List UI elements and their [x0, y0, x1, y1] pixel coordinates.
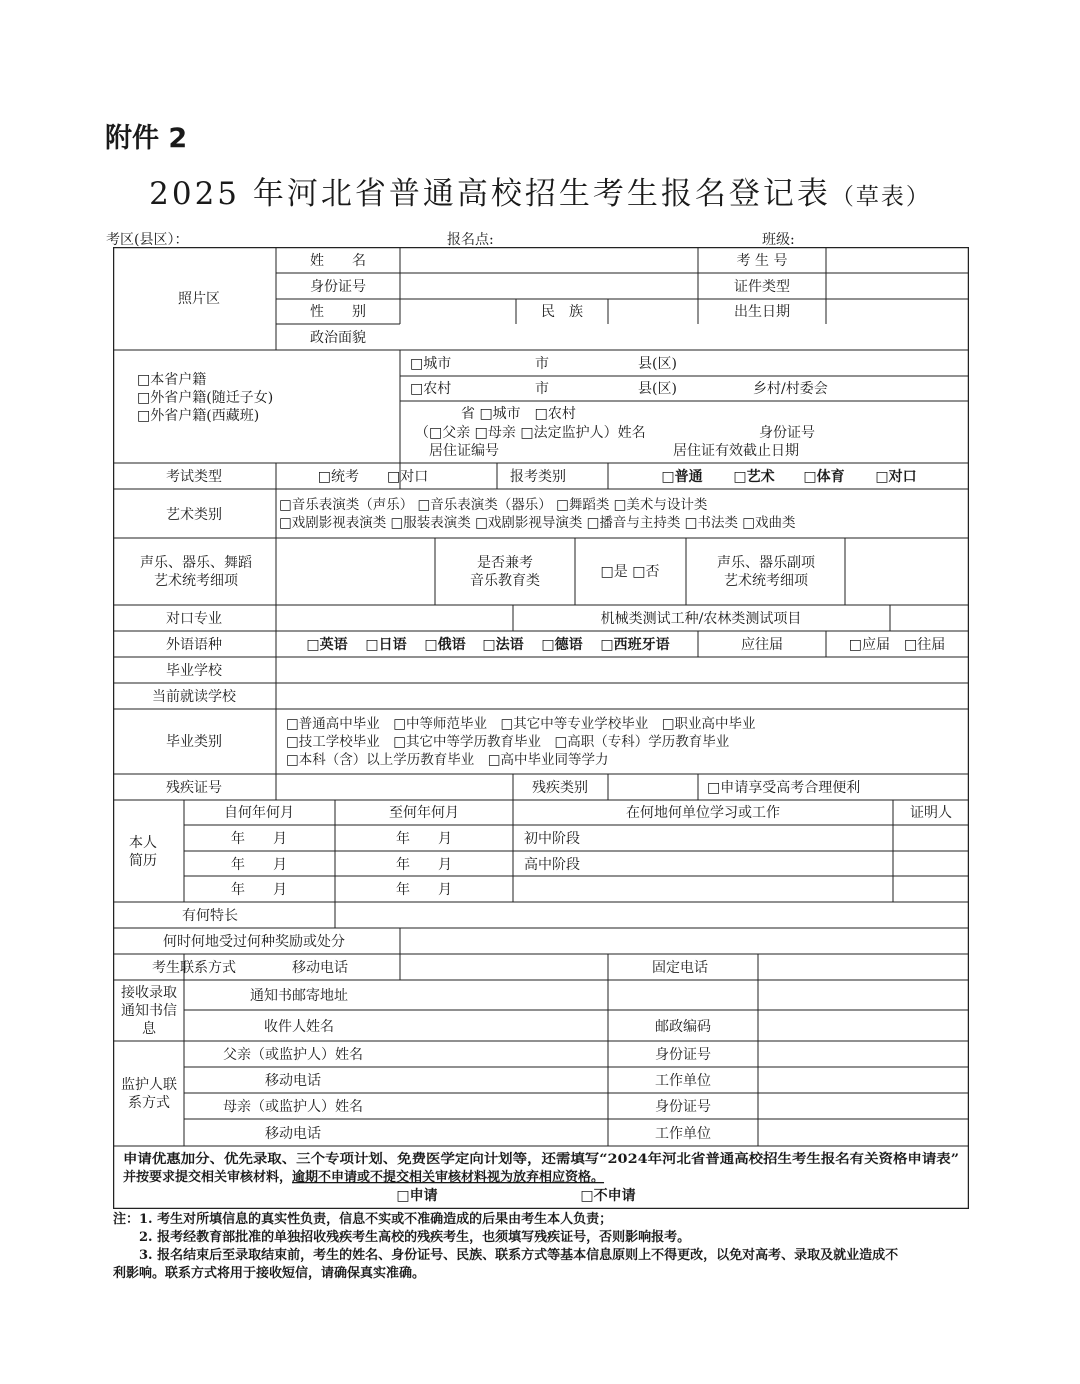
residence-expiry-label: 居住证有效截止日期: [673, 443, 799, 459]
apply-category-option[interactable]: □体育: [803, 469, 845, 485]
grad-year-options[interactable]: □应届 □往届: [848, 637, 946, 653]
note-2: 2. 报考经教育部批准的单独招收残疾考生高校的残疾考生，也须填写残疾证号，否则影响报考。: [139, 1230, 691, 1245]
foreign-language-label: 外语语种: [166, 637, 222, 653]
province-line: 省 □城市 □农村: [461, 406, 576, 422]
mother-work-unit-label: 工作单位: [655, 1126, 711, 1142]
language-option[interactable]: □英语: [306, 637, 348, 653]
apply-category-option[interactable]: □对口: [875, 469, 917, 485]
year-month: 年 月: [231, 857, 287, 873]
art-detail-label-1: 声乐、器乐、舞蹈: [140, 555, 252, 571]
residence-no-label: 居住证编号: [429, 443, 499, 459]
senior-stage-label: 高中阶段: [524, 857, 580, 873]
art-category-label: 艺术类别: [166, 507, 222, 523]
language-option[interactable]: □德语: [541, 637, 583, 653]
mobile-label: 移动电话: [292, 960, 348, 976]
hukou-options: [137, 356, 828, 459]
preferential-notice: [123, 1151, 959, 1185]
title-text: 2025 年河北省普通高校招生考生报名登记表: [149, 176, 831, 212]
guardian-id-label: 身份证号: [759, 425, 815, 441]
specialty-label: 有何特长: [182, 908, 238, 924]
city-city-unit: 市: [535, 356, 549, 372]
apply-category-option[interactable]: □普通: [661, 469, 703, 485]
mail-address-label: 通知书邮寄地址: [250, 988, 348, 1004]
sub-item-label-2: 艺术统考细项: [724, 573, 808, 589]
graduation-school-label: 毕业学校: [166, 663, 222, 679]
contact-label: 考生联系方式: [152, 960, 236, 976]
art-detail-label-2: 艺术统考细项: [154, 573, 238, 589]
mechanical-test-label: 机械类测试工种/农林类测试项目: [600, 611, 802, 627]
resume-label-2: 简历: [129, 853, 157, 869]
apply-checkbox[interactable]: □申请: [396, 1188, 438, 1204]
recipient-label: 收件人姓名: [264, 1019, 334, 1035]
language-option[interactable]: □俄语: [424, 637, 466, 653]
preferential-line-1: 申请优惠加分、优先录取、三个专项计划、免费医学定向计划等，还需填写“2024年河北省普通高校招生考生报名有关资格申请表”: [123, 1152, 877, 1167]
landline-label: 固定电话: [652, 960, 708, 976]
counterpart-major-label: 对口专业: [166, 611, 222, 627]
rural-village-unit: 乡村/村委会: [753, 381, 828, 397]
language-option[interactable]: □日语: [365, 637, 407, 653]
music-edu-label-2: 音乐教育类: [470, 573, 540, 589]
art-options-row-1[interactable]: □音乐表演类（声乐） □音乐表演类（器乐） □舞蹈类 □美术与设计类: [279, 497, 708, 513]
year-month: 年 月: [396, 857, 452, 873]
photo-area-label: 照片区: [178, 291, 220, 307]
year-month: 年 月: [396, 831, 452, 847]
father-name-label: 父亲（或监护人）姓名: [223, 1047, 363, 1063]
mother-name-label: 母亲（或监护人）姓名: [223, 1099, 363, 1115]
hukou-option[interactable]: □本省户籍: [137, 372, 207, 388]
city-option[interactable]: □城市: [410, 356, 452, 372]
year-month: 年 月: [231, 831, 287, 847]
name-label: 姓 名: [310, 253, 366, 269]
gender-label: 性 别: [310, 304, 366, 320]
mother-mobile-label: 移动电话: [265, 1126, 321, 1142]
footnotes: [113, 1211, 983, 1283]
candidate-no-label: 考 生 号: [736, 253, 788, 269]
attachment-label: 附件 2: [105, 123, 188, 154]
disability-id-label: 残疾证号: [166, 780, 222, 796]
grad-year-label: 应往届: [741, 637, 783, 653]
father-work-unit-label: 工作单位: [655, 1073, 711, 1089]
grad-options-row-3[interactable]: □本科（含）以上学历教育毕业 □高中毕业同等学力: [286, 752, 609, 768]
junior-stage-label: 初中阶段: [524, 831, 580, 847]
exam-area-label: 考区(县区）：: [106, 232, 189, 248]
city-county-unit: 县(区): [638, 356, 677, 372]
from-date-header: 自何年何月: [224, 805, 294, 821]
notice-label-3: 息: [142, 1021, 156, 1037]
mother-id-label: 身份证号: [655, 1099, 711, 1115]
language-options: [306, 636, 669, 653]
awards-label: 何时何地受过何种奖励或处分: [163, 934, 345, 950]
guardian-contact-label-1: 监护人联: [121, 1077, 177, 1093]
apply-category-option[interactable]: □艺术: [733, 469, 775, 485]
apply-category-label: 报考类别: [510, 469, 566, 485]
postcode-label: 邮政编码: [655, 1019, 711, 1035]
note-4: 利影响。联系方式将用于接收短信，请确保真实准确。: [113, 1266, 426, 1281]
not-apply-checkbox[interactable]: □不申请: [580, 1188, 636, 1204]
language-option[interactable]: □法语: [482, 637, 524, 653]
father-mobile-label: 移动电话: [265, 1073, 321, 1089]
hukou-option[interactable]: □外省户籍(随迁子女): [137, 390, 274, 406]
disability-type-label: 残疾类别: [532, 780, 588, 796]
music-edu-yes-no[interactable]: □是 □否: [600, 564, 660, 580]
art-options-row-2[interactable]: □戏剧影视表演类 □服装表演类 □戏剧影视导演类 □播音与主持类 □书法类 □戏曲类: [279, 515, 796, 531]
witness-header: 证明人: [910, 805, 952, 821]
preferential-line-2-text: 并按要求提交相关审核材料，: [123, 1170, 293, 1185]
father-id-label: 身份证号: [655, 1047, 711, 1063]
registration-form-table: [113, 247, 969, 1209]
sub-item-label-1: 声乐、器乐副项: [717, 555, 815, 571]
registration-point-label: 报名点:: [447, 232, 494, 248]
accommodation-option[interactable]: □申请享受高考合理便利: [707, 780, 861, 796]
where-header: 在何地何单位学习或工作: [626, 805, 780, 821]
rural-county-unit: 县(区): [638, 381, 677, 397]
title-suffix: （草表）: [830, 184, 931, 210]
music-edu-label-1: 是否兼考: [477, 555, 533, 571]
resume-label-1: 本人: [129, 835, 157, 851]
grad-options-row-2[interactable]: □技工学校毕业 □其它中等学历教育毕业 □高职（专科）学历教育毕业: [286, 734, 730, 750]
to-date-header: 至何年何月: [389, 805, 459, 821]
grad-category-label: 毕业类别: [166, 734, 222, 750]
year-month: 年 月: [231, 882, 287, 898]
preferential-line-2: [123, 1169, 604, 1185]
rural-city-unit: 市: [535, 381, 549, 397]
preferential-line-2-underlined: 逾期不申请或不提交相关审核材料视为放弃相应资格。: [292, 1170, 605, 1185]
guardian-relation-line: （□父亲 □母亲 □法定监护人）姓名: [415, 425, 646, 441]
note-3: 3. 报名结束后至录取结束前，考生的姓名、身份证号、民族、联系方式等基本信息原则上不得更改，以免对高考、录取及就业造成不: [139, 1248, 899, 1263]
guardian-contact-label-2: 系方式: [128, 1095, 170, 1111]
ethnicity-label: 民 族: [541, 304, 583, 320]
exam-type-label: 考试类型: [166, 469, 222, 485]
grad-options-row-1[interactable]: □普通高中毕业 □中等师范毕业 □其它中等专业学校毕业 □职业高中毕业: [286, 716, 756, 732]
birth-date-label: 出生日期: [734, 304, 790, 320]
current-school-label: 当前就读学校: [152, 689, 236, 705]
notice-label-1: 接收录取: [121, 985, 177, 1001]
exam-type-options[interactable]: □统考 □对口: [317, 469, 429, 485]
apply-category-options: [661, 468, 916, 485]
id-number-label: 身份证号: [310, 279, 366, 295]
cert-type-label: 证件类型: [734, 279, 790, 295]
class-label: 班级:: [762, 232, 795, 248]
rural-option[interactable]: □农村: [410, 381, 452, 397]
table-cells: [121, 252, 959, 1204]
language-option[interactable]: □西班牙语: [600, 637, 670, 653]
political-status-label: 政治面貌: [310, 330, 366, 346]
year-month: 年 月: [396, 882, 452, 898]
hukou-option[interactable]: □外省户籍(西藏班): [137, 408, 260, 424]
note-1: 注：1. 考生对所填信息的真实性负责，信息不实或不准确造成的后果由考生本人负责；: [113, 1212, 613, 1227]
notice-label-2: 通知书信: [121, 1003, 177, 1019]
form-title: [0, 168, 1080, 213]
